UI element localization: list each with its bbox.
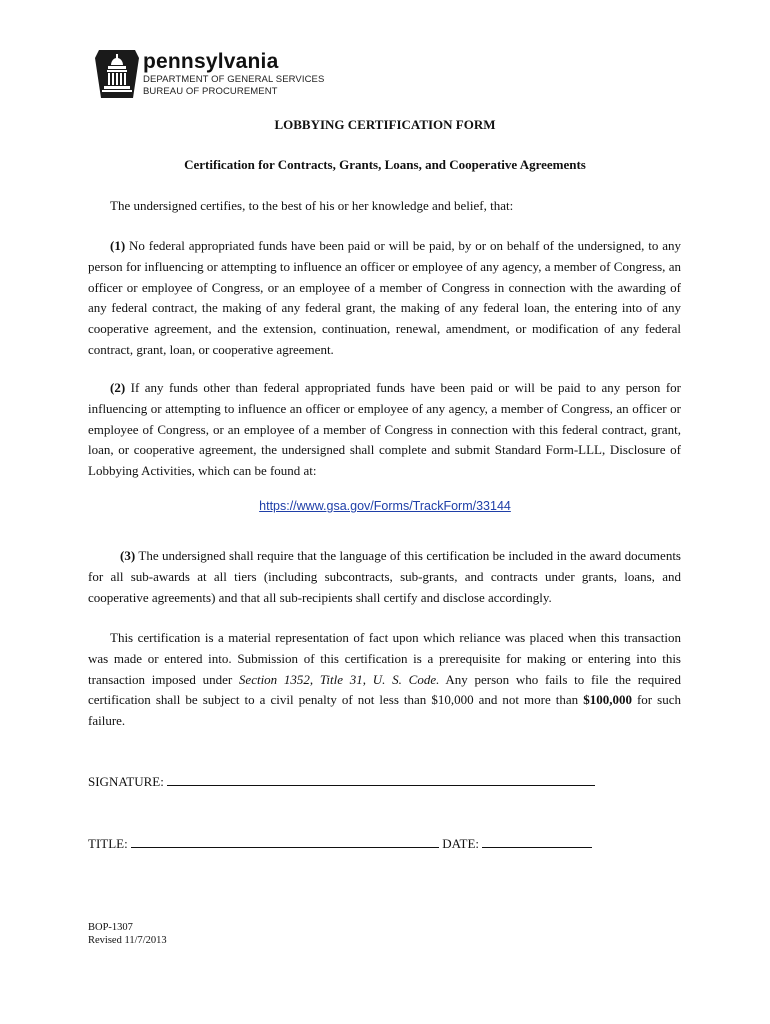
form-subtitle: Certification for Contracts, Grants, Loans, and Cooperative Agreements: [184, 157, 586, 172]
clause-2-number: (2): [110, 380, 126, 395]
intro-text: The undersigned certifies, to the best of his or her knowledge and belief, that:: [110, 198, 514, 213]
revision-date: Revised 11/7/2013: [88, 935, 167, 946]
clause-1: [88, 236, 681, 361]
keystone-capitol-icon: [95, 48, 139, 100]
closing-text-a: This certification is a material representation of fact upon which reliance was placed when this transaction was made or entered into. Submission of this certification is a prerequisite for making or entering into this transaction imposed under: [88, 630, 681, 687]
title-label: TITLE:: [88, 836, 128, 851]
closing-statement: [88, 628, 681, 732]
signature-field[interactable]: [167, 774, 595, 786]
clause-1-number: (1): [110, 238, 126, 253]
signature-label: SIGNATURE:: [88, 774, 164, 789]
form-title: LOBBYING CERTIFICATION FORM: [274, 117, 496, 132]
clause-3: [88, 546, 681, 608]
closing-text-b: Any person who fails to file the required certification shall be subject to a civil penalty of not less than $10,000 and not more than: [88, 671, 682, 708]
clause-2-text: If any funds other than federal appropriated funds have been paid or will be paid to any person for influencing or attempting to influence an officer or employee of any agency, a member of Congress, an officer or employee of Congress, or an employee of a member of Congress in connection with this federal contract, grant, loan, or cooperative agreement, the undersigned shall complete and submit Standard Form-LLL, Disclosure of Lobbying Activities, which can be found at:: [88, 380, 681, 479]
clause-3-number: (3): [120, 548, 136, 563]
sf-lll-link[interactable]: https://www.gsa.gov/Forms/TrackForm/33144: [259, 499, 511, 513]
closing-text-c: for such failure.: [88, 692, 681, 729]
date-field[interactable]: [482, 836, 592, 848]
clause-2: [88, 378, 681, 482]
title-field[interactable]: [131, 836, 439, 848]
department-name: DEPARTMENT OF GENERAL SERVICES: [143, 74, 325, 85]
statute-citation: Section 1352, Title 31, U. S. Code.: [238, 671, 440, 687]
clause-1-text: No federal appropriated funds have been paid or will be paid, by or on behalf of the undersigned, to any person for influencing or attempting to influence an officer or employee of any agency, a member of Congress, an officer or employee of Congress, or an employee of a member of Congress in connection with the awarding of any federal contract, the making of any federal grant, the making of any federal loan, the entering into of any cooperative agreement, and the extension, continuation, renewal, amendment, or modification of any federal contract, grant, loan, or cooperative agreement.: [88, 238, 681, 357]
pennsylvania-dgs-logo: [95, 48, 325, 100]
penalty-amount: $100,000: [583, 692, 632, 708]
clause-3-text: The undersigned shall require that the language of this certification be included in the award documents for all sub-awards at all tiers (including subcontracts, sub-grants, and contracts under grants, loans, and cooperative agreements) and that all sub-recipients shall certify and disclose accordingly.: [88, 548, 681, 605]
date-label: DATE:: [442, 836, 480, 851]
signature-row: [88, 774, 595, 790]
form-number: BOP-1307: [88, 922, 133, 933]
title-date-row: [88, 836, 592, 852]
bureau-name: BUREAU OF PROCUREMENT: [143, 86, 278, 97]
brand-name: pennsylvania: [143, 50, 279, 73]
